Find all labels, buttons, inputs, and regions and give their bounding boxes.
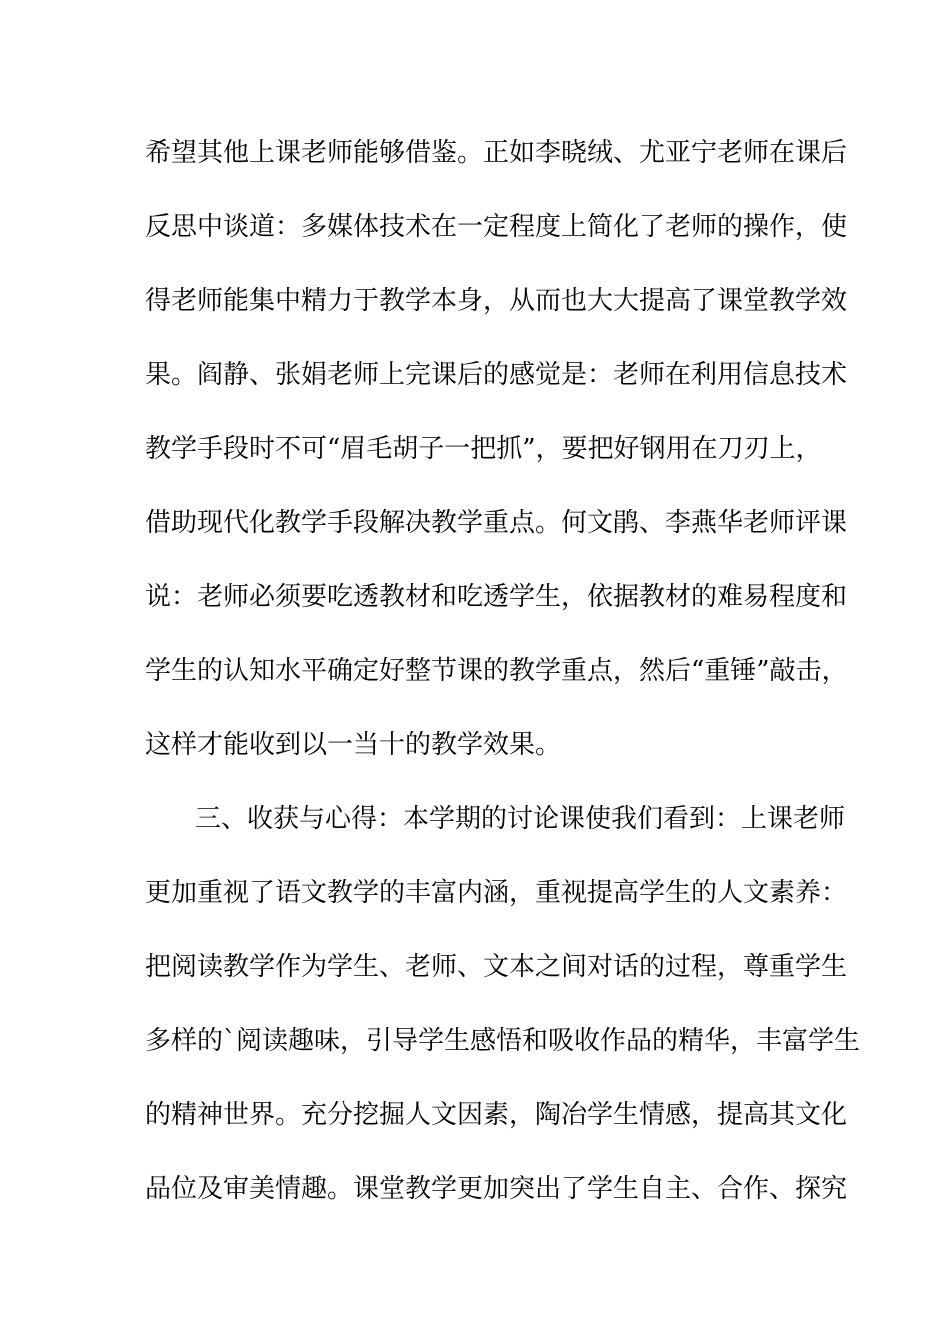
- text-line: 果。阎静、张娟老师上完课后的感觉是：老师在利用信息技术: [145, 360, 848, 390]
- text-line: 说：老师必须要吃透教材和吃透学生，依据教材的难易程度和: [145, 582, 848, 612]
- text-line: 得老师能集中精力于教学本身，从而也大大提高了课堂教学效: [145, 286, 848, 316]
- text-line: 更加重视了语文教学的丰富内涵，重视提高学生的人文素养：: [145, 878, 848, 908]
- text-line: 反思中谈道：多媒体技术在一定程度上简化了老师的操作，使: [145, 212, 848, 242]
- text-line: 学生的认知水平确定好整节课的教学重点，然后“重锤”敲击，: [145, 656, 848, 686]
- text-line: 多样的`阅读趣味，引导学生感悟和吸收作品的精华，丰富学生: [145, 1026, 861, 1056]
- text-line: 借助现代化教学手段解决教学重点。何文鹃、李燕华老师评课: [145, 508, 848, 538]
- text-line: 的精神世界。充分挖掘人文因素，陶冶学生情感，提高其文化: [145, 1100, 848, 1130]
- text-line: 品位及审美情趣。课堂教学更加突出了学生自主、合作、探究: [145, 1174, 848, 1204]
- text-line: 把阅读教学作为学生、老师、文本之间对话的过程，尊重学生: [145, 952, 848, 982]
- paragraph-heading-line: 三、收获与心得：本学期的讨论课使我们看到：上课老师: [195, 804, 846, 834]
- text-line: 教学手段时不可“眉毛胡子一把抓”，要把好钢用在刀刃上，: [145, 434, 822, 464]
- text-line: 这样才能收到以一当十的教学效果。: [145, 730, 562, 760]
- text-line: 希望其他上课老师能够借鉴。正如李晓绒、尤亚宁老师在课后: [145, 138, 848, 168]
